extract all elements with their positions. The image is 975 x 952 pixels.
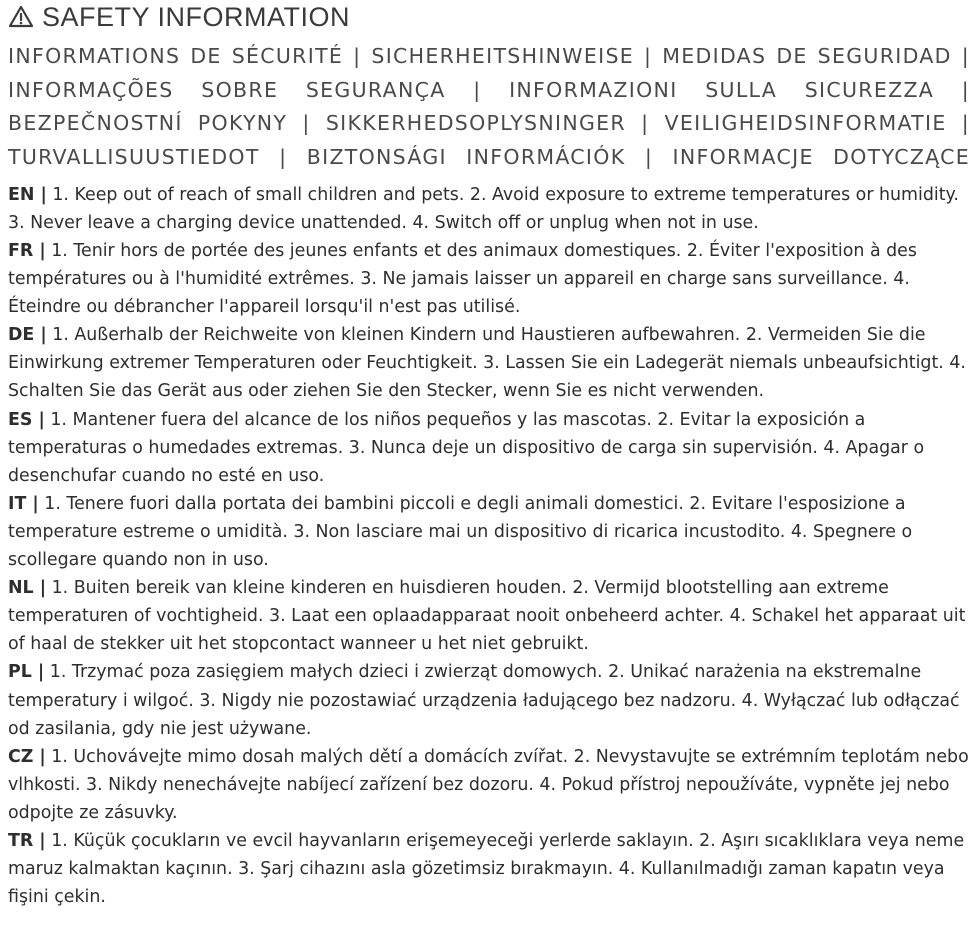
entry-text: 1. Uchovávejte mimo dosah malých dětí a domácích zvířat. 2. Nevystavujte se extrémním teplotám nebo vlhkosti. 3. Nikdy nenechávejte nabíjecí zařízení bez dozoru. 4. Pokud přístroj nepoužíváte, vypněte jej nebo odpojte ze zásuvky. xyxy=(8,746,969,823)
subtitle-line: INFORMAÇÕES SOBRE SEGURANÇA | INFORMAZIONI SULLA SICUREZZA | xyxy=(8,77,970,102)
entry-cz xyxy=(8,743,970,827)
language-code: FR | xyxy=(8,241,46,261)
language-code: ES | xyxy=(8,409,45,430)
entry-pl xyxy=(8,658,970,742)
warning-triangle-icon xyxy=(8,4,34,30)
safety-entries xyxy=(8,181,970,911)
subtitle-line: BEZPEČNOSTNÍ POKYNY | SIKKERHEDSOPLYSNINGER | VEILIGHEIDSINFORMATIE | xyxy=(8,111,970,136)
language-code: NL | xyxy=(8,578,47,599)
entry-nl xyxy=(8,574,970,658)
entry-it xyxy=(8,490,970,574)
entry-en xyxy=(8,181,970,237)
language-code: PL | xyxy=(8,662,45,683)
subtitle-translations xyxy=(8,40,970,175)
entry-tr xyxy=(8,827,970,911)
entry-text: 1. Außerhalb der Reichweite von kleinen Kindern und Haustieren aufbewahren. 2. Vermeiden Sie die Einwirkung extremer Temperaturen oder Feuchtigkeit. 3. Lassen Sie ein Ladegerät niemals unbeaufsichtigt. 4. Schalten Sie das Gerät aus oder ziehen Sie den Stecker, wenn Sie es nicht verwenden. xyxy=(8,325,966,402)
entry-text: 1. Buiten bereik van kleine kinderen en huisdieren houden. 2. Vermijd blootstelling aan extreme temperaturen of vochtigheid. 3. Laat een oplaadapparaat nooit onbeheerd achter. 4. Schakel het apparaat uit of haal de stekker uit het stopcontact wanneer u het niet gebruikt. xyxy=(8,578,966,655)
entry-es xyxy=(8,406,970,490)
language-code: EN | xyxy=(8,184,47,205)
entry-text: 1. Keep out of reach of small children and pets. 2. Avoid exposure to extreme temperatures or humidity. 3. Never leave a charging device unattended. 4. Switch off or unplug when not in use. xyxy=(8,184,959,233)
language-code: CZ | xyxy=(8,746,46,767)
language-code: IT | xyxy=(8,493,39,514)
subtitle-line: INFORMATIONS DE SÉCURITÉ | SICHERHEITSHINWEISE | MEDIDAS DE SEGURIDAD | xyxy=(8,44,970,68)
language-code: TR | xyxy=(8,830,46,851)
entry-text: 1. Trzymać poza zasięgiem małych dzieci i zwierząt domowych. 2. Unikać narażenia na ekstremalne temperatury i wilgoć. 3. Nigdy nie pozostawiać urządzenia ładującego bez nadzoru. 4. Wyłączać lub odłączać od zasilania, gdy nie jest używane. xyxy=(8,662,960,739)
safety-document xyxy=(8,0,970,911)
entry-de xyxy=(8,321,970,405)
entry-text: 1. Tenir hors de portée des jeunes enfants et des animaux domestiques. 2. Éviter l'exposition à des températures ou à l'humidité extrêmes. 3. Ne jamais laisser un appareil en charge sans surveillance. 4. Éteindre ou débrancher l'appareil lorsqu'il n'est pas utilisé. xyxy=(8,241,917,318)
language-code: DE | xyxy=(8,325,47,346)
title-row xyxy=(8,0,970,34)
entry-fr xyxy=(8,237,970,321)
entry-text: 1. Mantener fuera del alcance de los niños pequeños y las mascotas. 2. Evitar la exposición a temperaturas o humedades extremas. 3. Nunca deje un dispositivo de carga sin supervisión. 4. Apagar o desenchufar cuando no esté en uso. xyxy=(8,409,925,486)
subtitle-line: TURVALLISUUSTIEDOT | BIZTONSÁGI INFORMÁCIÓK | INFORMACJE DOTYCZĄCE xyxy=(8,145,970,170)
entry-text: 1. Küçük çocukların ve evcil hayvanların erişemeyeceği yerlerde saklayın. 2. Aşırı sıcaklıklara veya neme maruz kalmaktan kaçının. 3. Şarj cihazını asla gözetimsiz bırakmayın. 4. Kullanılmadığı zaman kapatın veya fişini çekin. xyxy=(8,830,965,908)
page-title: SAFETY INFORMATION xyxy=(42,2,351,32)
entry-text: 1. Tenere fuori dalla portata dei bambini piccoli e degli animali domestici. 2. Evitare l'esposizione a temperature estreme o umidità. 3. Non lasciare mai un dispositivo di ricarica incustodito. 4. Spegnere o scollegare quando non in uso. xyxy=(8,493,913,571)
